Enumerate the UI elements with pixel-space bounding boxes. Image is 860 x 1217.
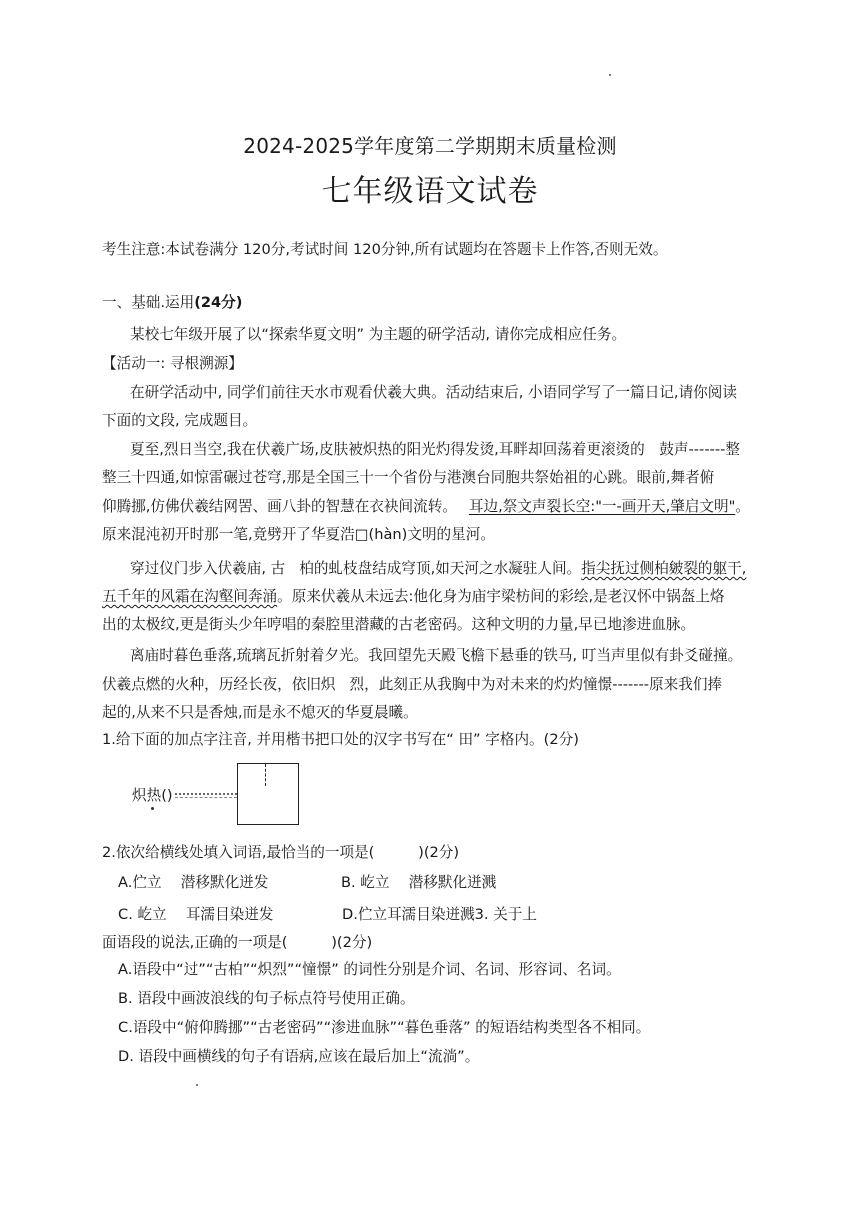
para4-line2-text-a: 伏羲点燃的火种，历经长夜，依旧炽 <box>102 676 336 693</box>
q2-option-b: B. 屹立 潜移默化迸溅 <box>341 874 497 891</box>
para2-line3 <box>102 497 750 517</box>
wavy-sentence-part1: 指尖抚过侧柏皴裂的躯干, <box>581 560 747 577</box>
q2-option-a: A.伫立 潜移默化迸发 <box>118 874 269 891</box>
para3-line1 <box>130 559 746 579</box>
wavy-sentence-part2: 五千年的风霜在沟壑间奔涌 <box>102 588 278 605</box>
para4-line2 <box>102 675 722 695</box>
exam-title-line2: 七年级语文试卷 <box>321 174 539 209</box>
section-heading <box>102 293 242 313</box>
para2-line3-end: 。 <box>735 498 750 515</box>
q3-option-a: A.语段中“过”“古柏”“炽烈”“憧憬” 的词性分别是介词、名词、形容词、名词。 <box>118 961 621 978</box>
para3-line1-text-a: 穿过仪门步入伏羲庙, 古 <box>130 560 286 577</box>
underlined-sentence: 耳边,祭文声裂长空:"一-画开天,肇启文明" <box>468 498 736 515</box>
exam-title-line1: 2024-2025学年度第二学期期末质量检测 <box>243 134 617 158</box>
exam-notice: 考生注意:本试卷满分 120分,考试时间 120分钟,所有试题均在答题卡上作答,否则无效。 <box>102 241 668 258</box>
question-1: 1.给下面的加点字注音, 并用楷书把口处的汉字书写在“ 田” 字格内。(2分) <box>102 731 579 748</box>
para1-line2: 下面的文段, 完成题目。 <box>102 412 258 429</box>
para2-line1: 夏至,烈日当空,我在伏羲广场,皮肤被炽热的阳光灼得发烫,耳畔却回荡着更滚烫的 鼓声-------整 <box>130 441 740 458</box>
tian-grid-guide <box>265 764 266 786</box>
para3-line2-text: 。原来伏羲从未远去:他化身为庙宇梁枋间的彩绘,是老汉怀中锅盔上烙 <box>277 588 725 605</box>
para2-line3-text: 仰腾挪,仿佛伏羲结网罟、画八卦的智慧在衣袂间流转。 <box>102 498 457 515</box>
para2-line2: 整三十四通,如惊雷碾过苍穹,那是全国三十一个省份与港澳台同胞共祭始祖的心跳。眼前,舞者俯 <box>102 469 715 486</box>
q2-option-c: C. 屹立 耳濡目染迸发 <box>118 906 274 923</box>
para1-line1: 在研学活动中, 同学们前往天水市观看伏羲大典。活动结束后, 小语同学写了一篇日记,请你阅读 <box>130 384 737 401</box>
q3-option-d: D. 语段中画横线的句子有语病,应该在最后加上“流淌”。 <box>118 1048 480 1065</box>
question-2: 2.依次给横线处填入词语,最恰当的一项是( )(2分) <box>102 844 460 861</box>
section-intro: 某校七年级开展了以“探索华夏文明” 为主题的研学活动, 请你完成相应任务。 <box>130 326 627 343</box>
para4-line3: 起的,从来不只是香烛,而是永不熄灭的华夏晨曦。 <box>102 704 418 721</box>
q3-option-c: C.语段中“俯仰腾挪”“古老密码”“渗进血脉”“暮色垂落” 的短语结构类型各不相同。 <box>118 1019 651 1036</box>
scan-speck <box>196 1084 198 1086</box>
tian-grid-answer-box[interactable] <box>237 763 299 825</box>
section-heading-text: 一、基础.运用 <box>102 294 195 311</box>
para4-line2-text-b: 烈，此刻正从我胸中为对未来的灼灼憧憬-------原来我们捧 <box>349 676 723 693</box>
para4-line1: 离庙时暮色垂落,琉璃瓦折射着夕光。我回望先天殿飞檐下悬垂的铁马, 叮当声里似有卦爻碰撞。 <box>130 647 743 664</box>
q1-leader-line <box>175 793 237 795</box>
section-heading-score: (24分) <box>194 294 243 311</box>
scan-speck <box>609 74 611 76</box>
question-3-stem: 面语段的说法,正确的一项是( )(2分) <box>102 934 373 951</box>
para3-line3: 出的太极纹,更是街头少年哼唱的秦腔里潜藏的古老密码。这种文明的力量,早已地渗进血脉。 <box>102 616 696 633</box>
activity-title: 【活动一: 寻根溯源】 <box>102 355 243 372</box>
para2-line4: 原来混沌初开时那一笔,竟劈开了华夏浩□(hàn)文明的星河。 <box>102 526 495 543</box>
q2-option-d: D.伫立耳濡目染迸溅3. 关于上 <box>342 906 537 923</box>
q3-option-b: B. 语段中画波浪线的句子标点符号使用正确。 <box>118 990 415 1007</box>
para3-line2 <box>102 587 725 607</box>
q1-word-text: 炽热() <box>132 787 173 804</box>
q1-word <box>132 786 173 806</box>
para3-line1-text-b: 柏的虬枝盘结成穹顶,如天河之水凝驻人间。 <box>299 560 582 577</box>
q1-leader-line-dashed <box>175 797 237 798</box>
